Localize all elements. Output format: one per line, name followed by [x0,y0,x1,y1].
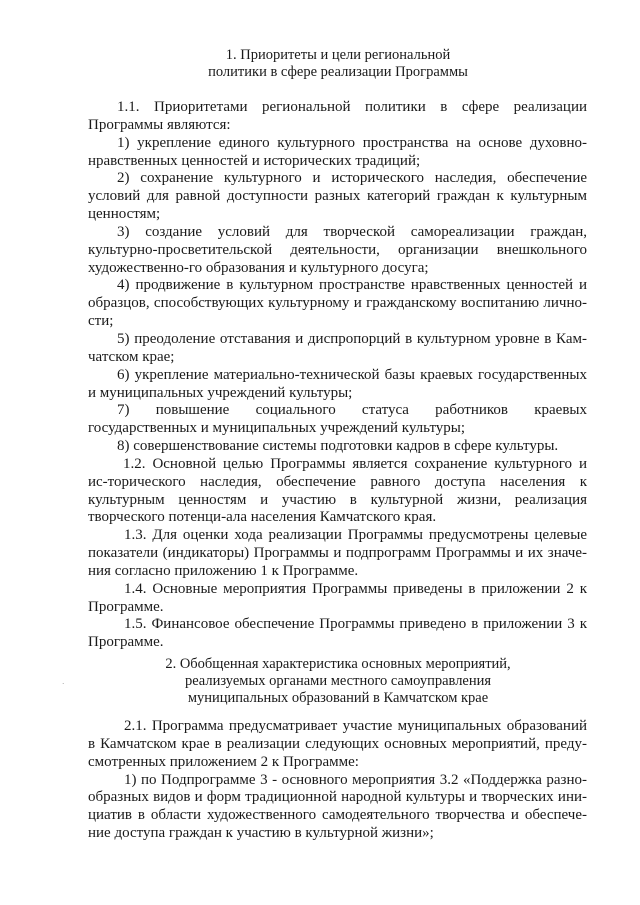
priority-item-4: 4) продвижение в культурном пространстве нравственных ценностей и образцов, способствующих культурному и гражданскому воспитанию лично-сти; [88,277,587,330]
section-2-heading [88,656,588,707]
paragraph-1-2: 1.2. Основной целью Программы является сохранение культурного и ис-торического наследия, обеспечение равного доступа населения к культурным ценностям и участию в культурной жизни, реализация творческого потенци-ала населения Камчатского края. [88,455,587,526]
priority-item-2: 2) сохранение культурного и исторического наследия, обеспечение условий для равной доступности разных категорий граждан к культурным ценностям; [88,170,587,223]
section-1-body [88,99,587,652]
section-2-body [88,718,587,843]
measure-item-1: 1) по Подпрограмме 3 - основного мероприятия 3.2 «Поддержка разно-образных видов и форм традиционной народной культуры и творческих ини-циатив в области художественного самодеятельного творчества и обеспече-ние доступа граждан к участию в культурной жизни»; [88,771,587,842]
section-2-title-line-1: 2. Обобщенная характеристика основных мероприятий, [165,656,511,672]
paragraph-1-3: 1.3. Для оценки хода реализации Программы предусмотрены целевые показатели (индикаторы) Программы и подпрограмм Программы и их значе-ния согласно приложению 1 к Программе. [88,527,587,579]
paragraph-1-4: 1.4. Основные мероприятия Программы приведены в приложении 2 к Программе. [88,580,587,615]
paragraph-1-5: 1.5. Финансовое обеспечение Программы приведено в приложении 3 к Программе. [88,616,587,651]
priority-item-5: 5) преодоление отставания и диспропорций в культурном уровне в Кам-чатском крае; [88,330,587,365]
section-1-title-line-2: политики в сфере реализации Программы [208,64,468,80]
priority-item-1: 1) укрепление единого культурного пространства на основе духовно-нравственных ценностей и исторических традиций; [88,134,587,169]
section-2-title-line-2: реализуемых органами местного самоуправления [184,673,492,689]
priority-item-7: 7) повышение социального статуса работников краевых государственных и муниципальных учреждений культуры; [88,402,587,437]
scan-speck: · [62,680,65,688]
paragraph-2-1: 2.1. Программа предусматривает участие муниципальных образований в Камчатском крае в реализации следующих основных мероприятий, преду-смотренных приложением 2 к Программе: [88,718,587,770]
section-1-title-line-1: 1. Приоритеты и цели региональной [225,47,451,63]
priority-item-8: 8) совершенствование системы подготовки кадров в сфере культуры. [117,438,559,455]
priority-item-6: 6) укрепление материально-технической базы краевых государственных и муниципальных учреждений культуры; [88,366,587,401]
paragraph-1-1: 1.1. Приоритетами региональной политики в сфере реализации Программы являются: [88,99,587,133]
section-1-heading [88,47,588,81]
section-2-title-line-3: муниципальных образований в Камчатском крае [187,690,489,706]
priority-item-3: 3) создание условий для творческой самореализации граждан, культурно-просветительской деятельности, организации внешкольного художественно-го образования и культурного досуга; [88,223,587,276]
